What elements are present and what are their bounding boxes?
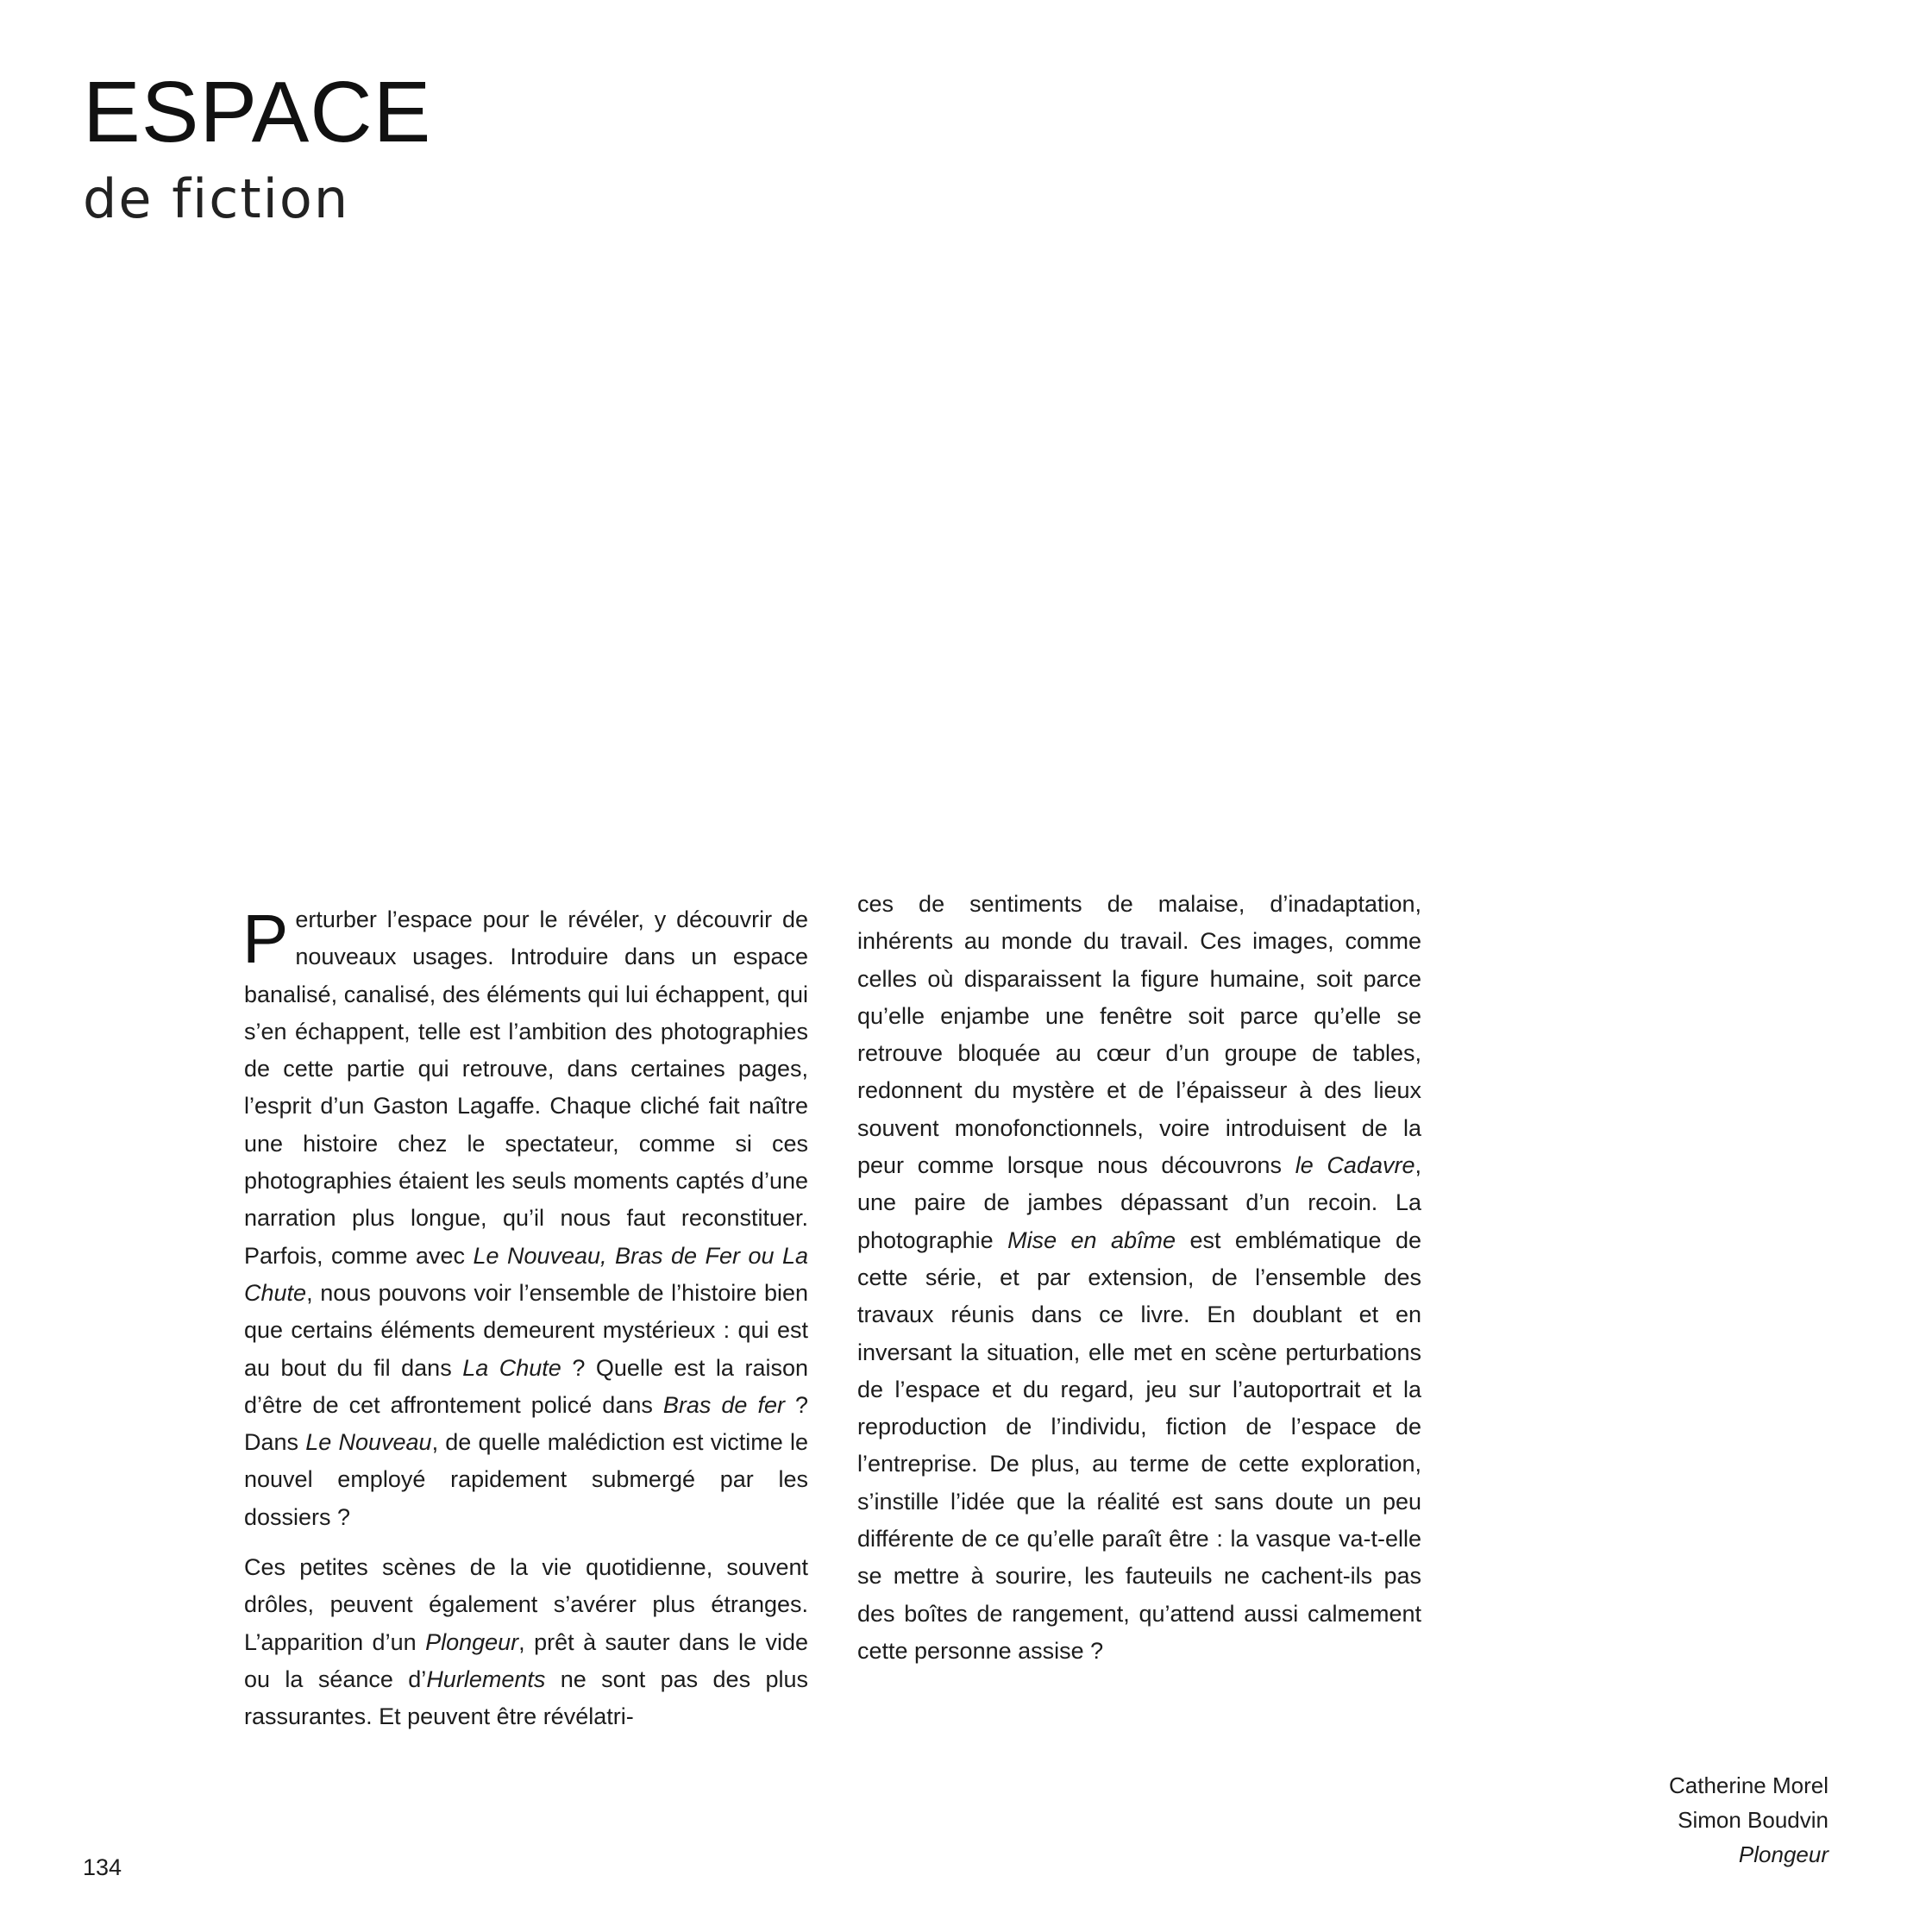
work-title: Hurlements — [426, 1665, 546, 1692]
paragraph-3 — [857, 886, 1421, 1670]
text-run: , une paire de jambes dépassant d’un recoin. La photographie — [857, 1152, 1421, 1253]
credits — [1669, 1768, 1828, 1872]
page-subtitle: de fiction — [83, 167, 350, 230]
text-run: ? Quelle est la raison d’être de cet affrontement policé dans — [244, 1354, 808, 1418]
credit-work-title: Plongeur — [1738, 1841, 1828, 1867]
page-number: 134 — [83, 1854, 122, 1880]
work-title: Plongeur — [425, 1628, 519, 1655]
text-run: est emblématique de cette série, et par extension, de l’ensemble des travaux réunis dans ce livre. En doublant et en inversant la situation, elle met en scène perturbations de l’espace et du regard, jeu sur l’autoportrait et la reproduction de l’individu, fiction de l’espace de l’entreprise. De plus, au terme de cette exploration, s’instille l’idée que la réalité est sans doute un peu différente de ce qu’elle paraît être : la vasque va-t-elle se mettre à sourire, les fauteuils ne cachent-ils pas des boîtes de rangement, qu’attend aussi calmement cette personne assise ? — [857, 1226, 1421, 1664]
credit-author: Catherine Morel — [1669, 1772, 1828, 1798]
work-title: Le Nouveau — [305, 1429, 432, 1456]
work-title: Le Nouveau, Bras de Fer ou La Chute — [244, 1242, 809, 1306]
text-run: ? Dans — [244, 1391, 808, 1456]
text-column-right — [857, 886, 1421, 1670]
work-title: le Cadavre — [1295, 1152, 1415, 1179]
drop-cap: P — [242, 900, 289, 977]
text-run: ne sont pas des plus rassurantes. Et peuvent être révélatri- — [244, 1665, 808, 1730]
credit-photographer: Simon Boudvin — [1678, 1807, 1828, 1833]
work-title: Bras de fer — [662, 1391, 785, 1418]
text-run: Ces petites scènes de la vie quotidienne, souvent drôles, peuvent également s’avérer plus étranges. L’apparition d’un — [244, 1554, 808, 1655]
text-run: erturber l’espace pour le révéler, y découvrir de nouveaux usages. Introduire dans un espace banalisé, canalisé, des éléments qui lui échappent, qui s’en échappent, telle est l’ambition des photographies de cette partie qui retrouve, dans certaines pages, l’esprit d’un Gaston Lagaffe. Chaque cliché fait naître une histoire chez le spectateur, comme si ces photographies étaient les seuls moments captés d’une narration plus longue, qu’il nous faut reconstituer. Parfois, comme avec — [244, 906, 808, 1269]
page-title: ESPACE — [83, 64, 432, 160]
text-column-left — [244, 901, 808, 1736]
paragraph-2 — [244, 1549, 808, 1735]
text-run: , prêt à sauter dans le vide ou la séance d’ — [244, 1628, 809, 1692]
work-title: La Chute — [462, 1354, 561, 1381]
text-run: , nous pouvons voir l’ensemble de l’histoire bien que certains éléments demeurent mystérieux : qui est au bout du fil dans — [244, 1279, 808, 1381]
paragraph-1 — [244, 901, 808, 1536]
text-run: , de quelle malédiction est victime le nouvel employé rapidement submergé par les dossiers ? — [244, 1429, 808, 1530]
text-run: ces de sentiments de malaise, d’inadaptation, inhérents au monde du travail. Ces images, comme celles où disparaissent la figure humaine, soit parce qu’elle enjambe une fenêtre soit parce qu’elle se retrouve bloquée au cœur d’un groupe de tables, redonnent du mystère et de l’épaisseur à des lieux souvent monofonctionnels, voire introduisent de la peur comme lorsque nous découvrons — [857, 891, 1421, 1179]
work-title: Mise en abîme — [1007, 1226, 1176, 1253]
